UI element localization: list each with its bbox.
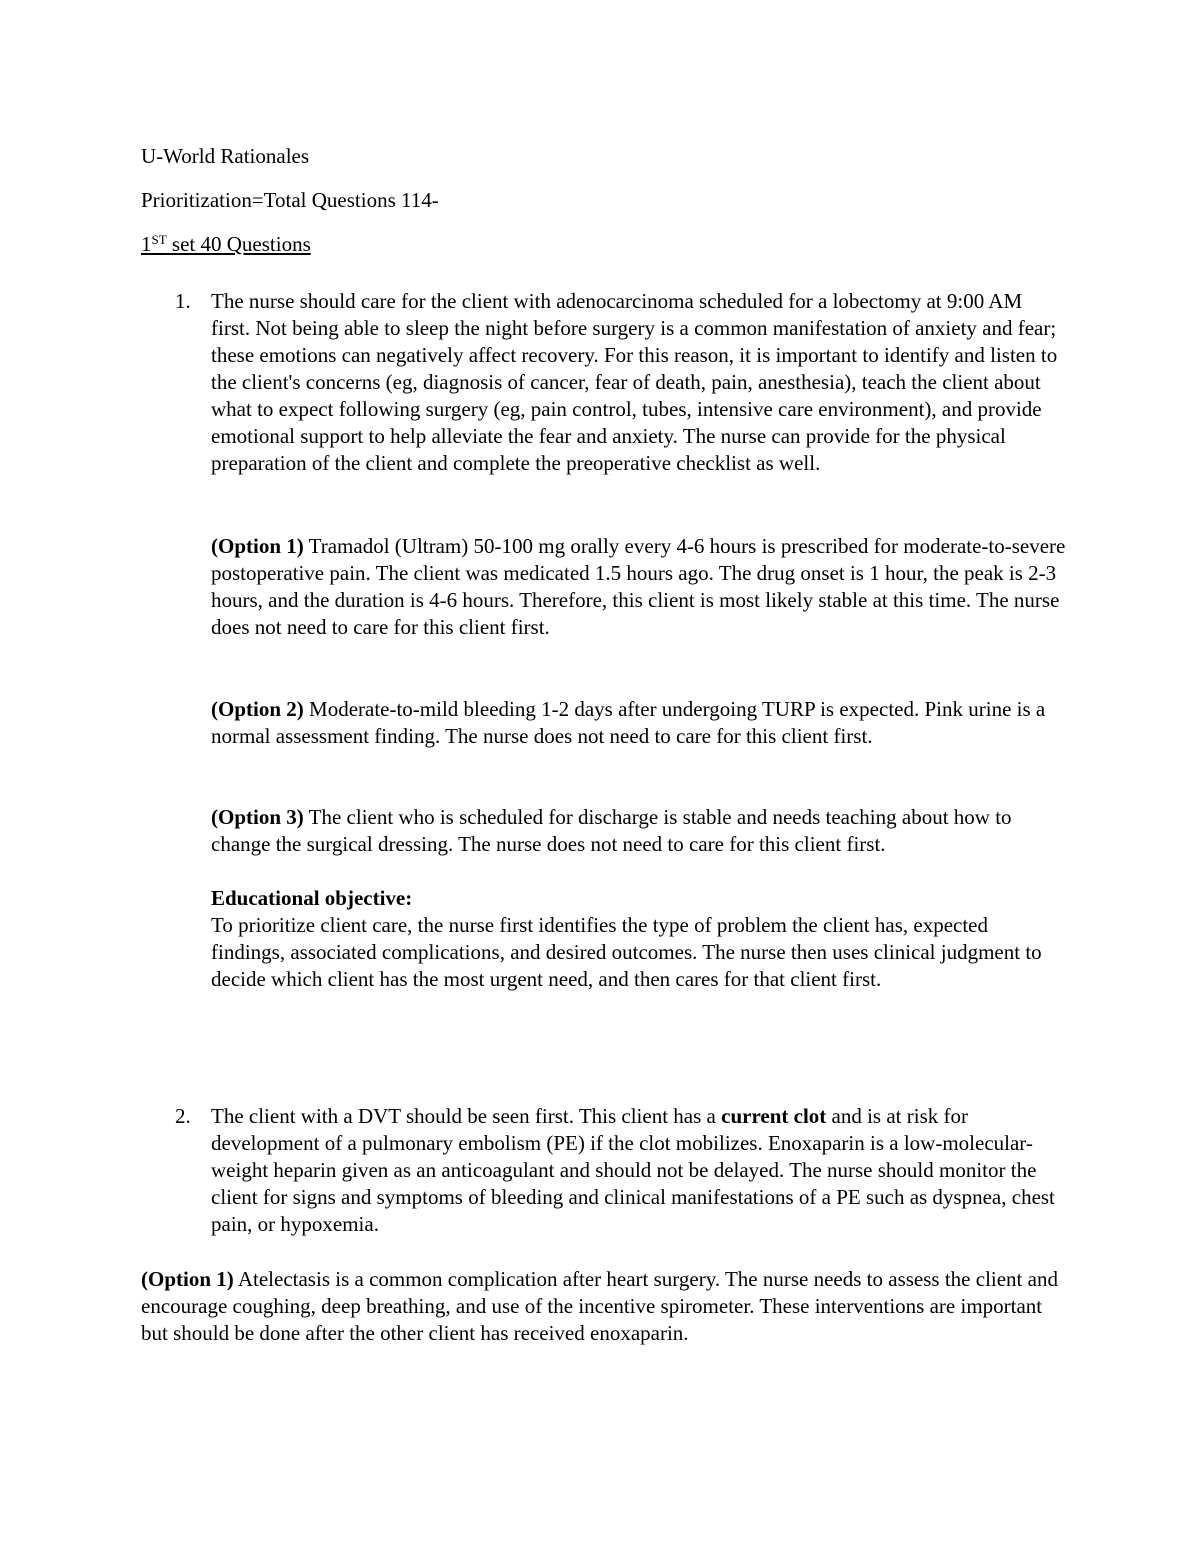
q1-educational-objective [211,885,1066,993]
q1-option2 [211,696,1066,750]
q2-number: 2. [175,1104,191,1128]
q2-text-bold: current clot [721,1104,827,1128]
q1-number: 1. [175,289,191,313]
q2-option1-label: (Option 1) [141,1267,234,1291]
q1-option2-label: (Option 2) [211,697,304,721]
q1-text: The nurse should care for the client with adenocarcinoma scheduled for a lobectomy at 9:00 AM first. Not being able to sleep the night before surgery is a common manifestation of anxiety and fear; these emotions can negatively affect recovery. For this reason, it is important to identify and listen to the client's concerns (eg, diagnosis of cancer, fear of death, pain, anesthesia), teach the client about what to expect following surgery (eg, pain control, tubes, intensive care environment), and provide emotional support to help alleviate the fear and anxiety. The nurse can provide for the physical preparation of the client and complete the preoperative checklist as well. [211,289,1058,475]
q1-option1-label: (Option 1) [211,534,304,558]
q1-option2-text: Moderate-to-mild bleeding 1-2 days after undergoing TURP is expected. Pink urine is a normal assessment finding. The nurse does not need to care for this client first. [211,697,1046,748]
q1-option1 [211,533,1066,641]
q1-edu-label: Educational objective: [211,886,413,910]
q1-option3-label: (Option 3) [211,805,304,829]
q1-rationale [211,288,1066,477]
q1-option3-text: The client who is scheduled for discharge is stable and needs teaching about how to change the surgical dressing. The nurse does not need to care for this client first. [211,805,1012,856]
set-heading [141,231,311,258]
q1-option3 [211,804,1066,858]
q2-text-a: The client with a DVT should be seen first. This client has a [211,1104,722,1128]
document-title: U-World Rationales [141,144,310,168]
set-label: set 40 Questions [166,232,311,256]
set-superscript: ST [151,232,167,247]
q2-option1 [141,1266,1066,1347]
q1-edu-text: To prioritize client care, the nurse first identifies the type of problem the client has, expected findings, associated complications, and desired outcomes. The nurse then uses clinical judgment to decide which client has the most urgent need, and then cares for that client first. [211,913,1042,991]
q2-text-b: and is at risk for development of a pulmonary embolism (PE) if the clot mobilizes. Enoxaparin is a low-molecular-weight heparin given as an anticoagulant and should not be delayed. The nurse should monitor the client for signs and symptoms of bleeding and clinical manifestations of a PE such as dyspnea, chest pain, or hypoxemia. [211,1104,1055,1236]
document-subtitle: Prioritization=Total Questions 114- [141,188,439,212]
q2-rationale [211,1103,1066,1238]
set-number: 1 [141,232,152,256]
q2-option1-text: Atelectasis is a common complication after heart surgery. The nurse needs to assess the client and encourage coughing, deep breathing, and use of the incentive spirometer. These interventions are important but should be done after the other client has received enoxaparin. [141,1267,1058,1345]
q1-option1-text: Tramadol (Ultram) 50-100 mg orally every 4-6 hours is prescribed for moderate-to-severe postoperative pain. The client was medicated 1.5 hours ago. The drug onset is 1 hour, the peak is 2-3 hours, and the duration is 4-6 hours. Therefore, this client is most likely stable at this time. The nurse does not need to care for this client first. [211,534,1066,639]
